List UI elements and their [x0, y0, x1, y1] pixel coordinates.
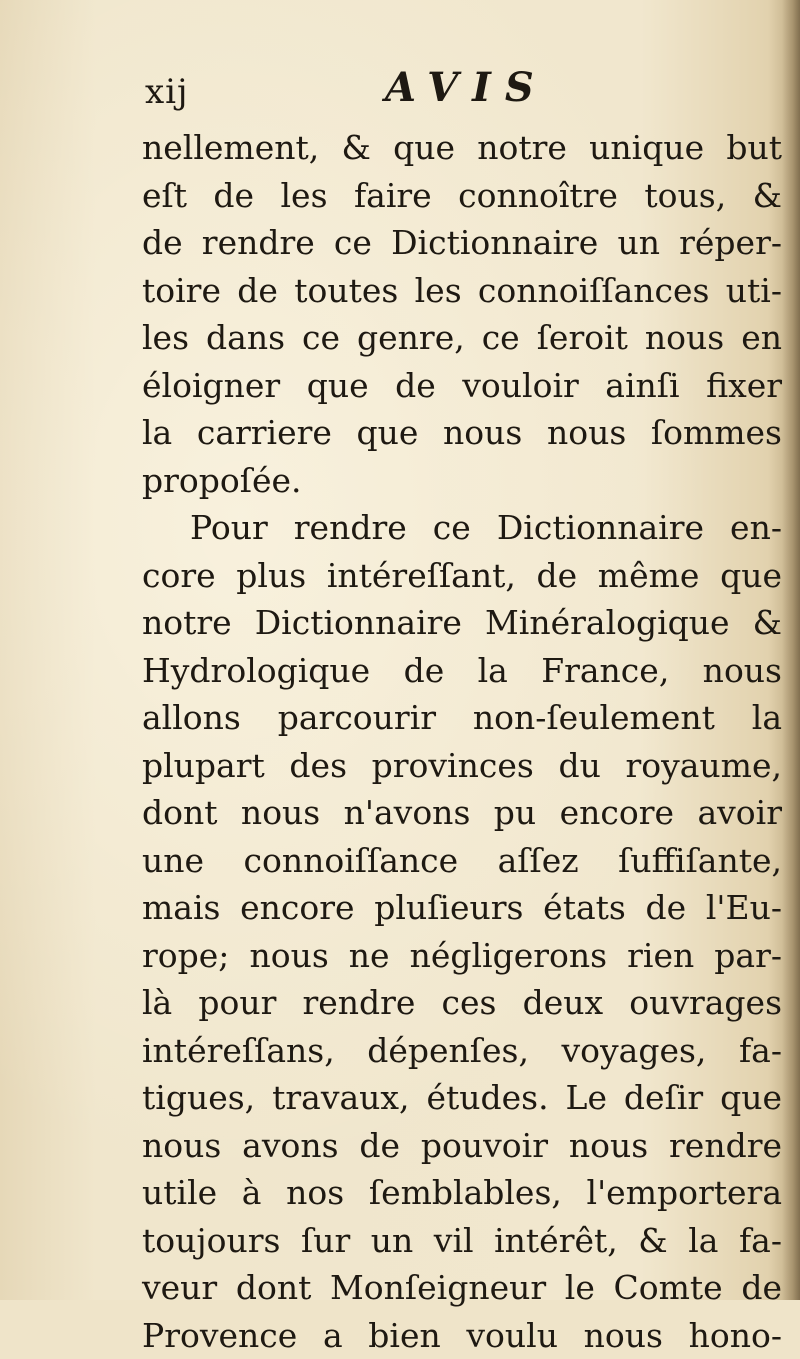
text-line: toire de toutes les connoiſſances uti- [142, 267, 782, 315]
text-line: Pour rendre ce Dictionnaire en- [142, 504, 782, 552]
text-line: intéreſſans, dépenſes, voyages, fa- [142, 1027, 782, 1075]
text-line: les dans ce genre, ce ſeroit nous en [142, 314, 782, 362]
text-line: tigues, travaux, études. Le deſir que [142, 1074, 782, 1122]
text-line: toujours ſur un vil intérêt, & la fa- [142, 1217, 782, 1265]
text-line: allons parcourir non-ſeulement la [142, 694, 782, 742]
text-line: Provence a bien voulu nous hono- [142, 1312, 782, 1359]
text-line: Hydrologique de la France, nous [142, 647, 782, 695]
text-line: rope; nous ne négligerons rien par- [142, 932, 782, 980]
text-line: propoſée. [142, 457, 782, 505]
text-line: dont nous n'avons pu encore avoir [142, 789, 782, 837]
text-line: plupart des provinces du royaume, [142, 742, 782, 790]
text-line: mais encore pluſieurs états de l'Eu- [142, 884, 782, 932]
text-line: là pour rendre ces deux ouvrages [142, 979, 782, 1027]
text-line: veur dont Monſeigneur le Comte de [142, 1264, 782, 1312]
running-title: AVIS [385, 66, 548, 110]
body-text [142, 124, 782, 1359]
running-head [145, 66, 745, 114]
text-line: une connoiſſance aſſez ſuffiſante, [142, 837, 782, 885]
text-line: eſt de les faire connoître tous, & [142, 172, 782, 220]
text-line: la carriere que nous nous ſommes [142, 409, 782, 457]
text-line: utile à nos ſemblables, l'emportera [142, 1169, 782, 1217]
text-line: notre Dictionnaire Minéralogique & [142, 599, 782, 647]
text-line: de rendre ce Dictionnaire un réper- [142, 219, 782, 267]
text-line: éloigner que de vouloir ainſi fixer [142, 362, 782, 410]
text-line: nellement, & que notre unique but [142, 124, 782, 172]
text-line: core plus intéreſſant, de même que [142, 552, 782, 600]
page-number: xij [145, 72, 189, 112]
page-edge-shadow [782, 0, 800, 1300]
text-line: nous avons de pouvoir nous rendre [142, 1122, 782, 1170]
